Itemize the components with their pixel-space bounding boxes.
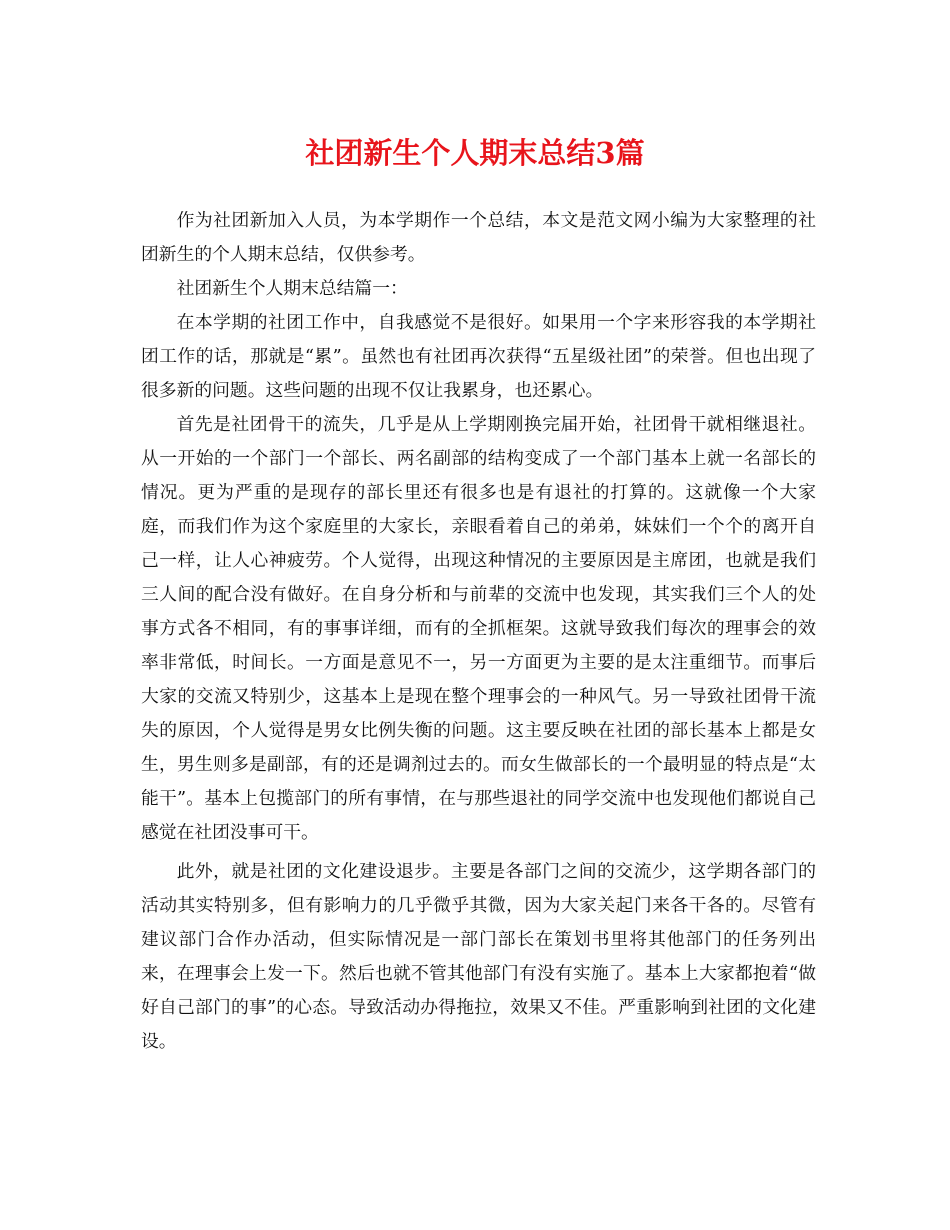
section-heading: 社团新生个人期末总结篇一： — [176, 278, 408, 299]
intro-paragraph: 作为社团新加入人员，为本学期作一个总结，本文是范文网小编为大家整理的社团新生的个人期末总结，仅供参考。 — [141, 210, 816, 265]
body-paragraph: 首先是社团骨干的流失，几乎是从上学期刚换完届开始，社团骨干就相继退社。从一开始的一个部门一个部长、两名副部的结构变成了一个部门基本上就一名部长的情况。更为严重的是现存的部长里还有很多也是有退社的打算的。这就像一个大家庭，而我们作为这个家庭里的大家长，亲眼看着自己的弟弟，妹妹们一个个的离开自己一样，让人心神疲劳。个人觉得，出现这种情况的主要原因是主席团，也就是我们三人间的配合没有做好。在自身分析和与前辈的交流中也发现，其实我们三个人的处事方式各不相同，有的事事详细，而有的全抓框架。这就导致我们每次的理事会的效率非常低，时间长。一方面是意见不一，另一方面更为主要的是太注重细节。而事后大家的交流又特别少，这基本上是现在整个理事会的一种风气。另一导致社团骨干流失的原因，个人觉得是男女比例失衡的问题。这主要反映在社团的部长基本上都是女生，男生则多是副部，有的还是调剂过去的。而女生做部长的一个最明显的特点是“太能干”。基本上包揽部门的所有事情，在与那些退社的同学交流中也发现他们都说自己感觉在社团没事可干。 — [141, 414, 816, 843]
document-title: 社团新生个人期末总结3篇 — [305, 136, 645, 170]
body-paragraph: 此外，就是社团的文化建设退步。主要是各部门之间的交流少，这学期各部门的活动其实特别多，但有影响力的几乎微乎其微，因为大家关起门来各干各的。尽管有建议部门合作办活动，但实际情况是一部门部长在策划书里将其他部门的任务列出来，在理事会上发一下。然后也就不管其他部门有没有实施了。基本上大家都抱着“做好自己部门的事”的心态。导致活动办得拖拉，效果又不佳。严重影响到社团的文化建设。 — [141, 861, 816, 1052]
body-paragraph: 在本学期的社团工作中，自我感觉不是很好。如果用一个字来形容我的本学期社团工作的话，那就是“累”。虽然也有社团再次获得“五星级社团”的荣誉。但也出现了很多新的问题。这些问题的出现不仅让我累身，也还累心。 — [141, 312, 816, 401]
document-body — [141, 204, 816, 1059]
